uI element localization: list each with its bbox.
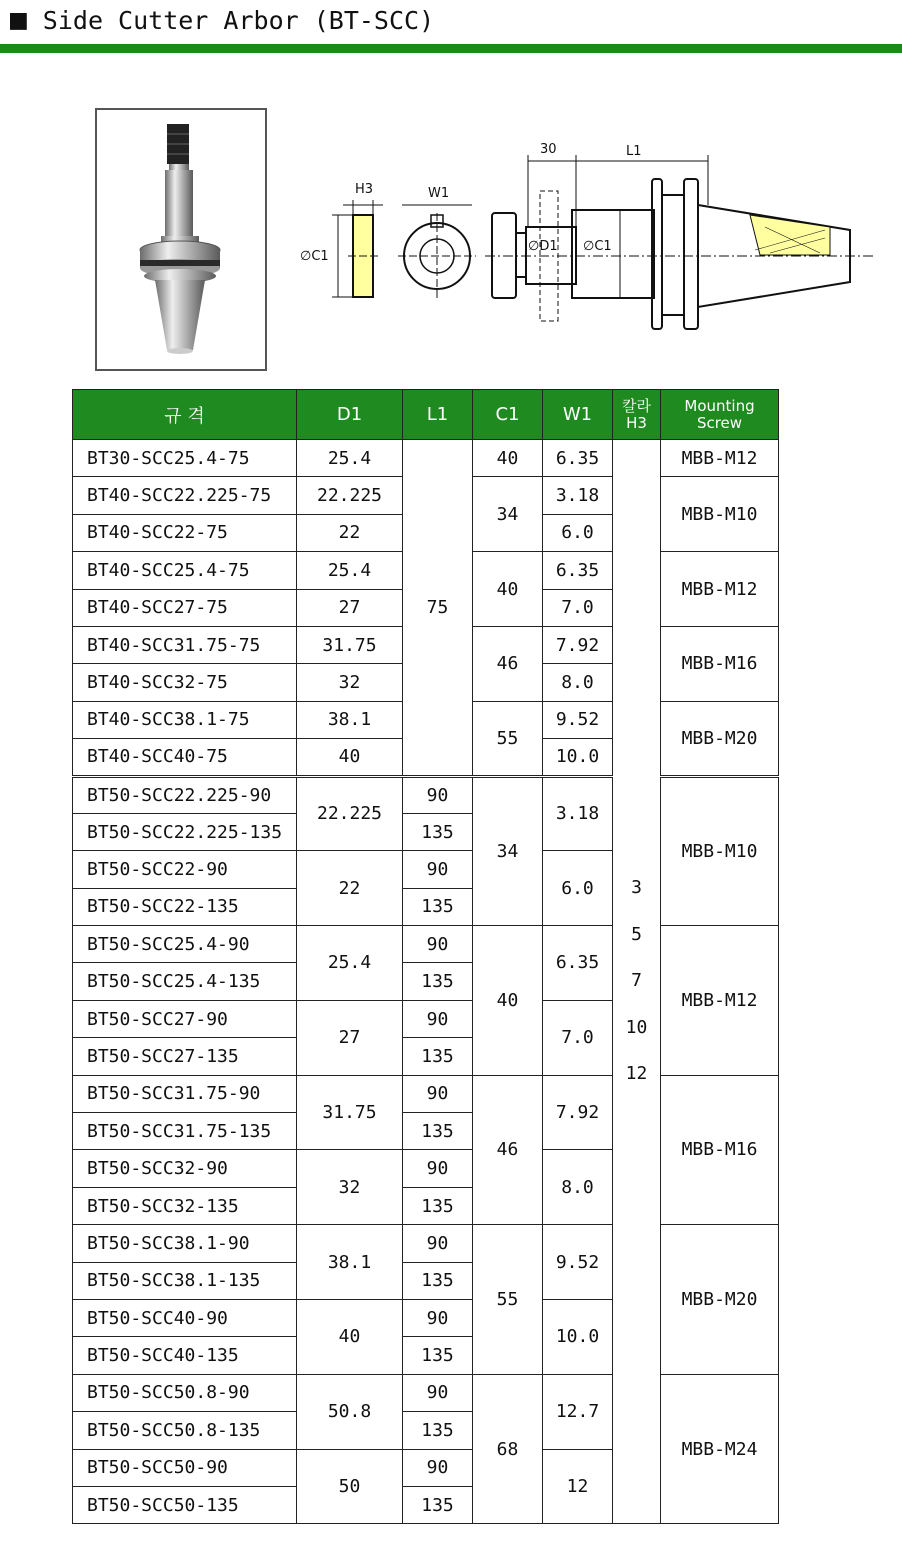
cell-model: BT50-SCC32-135 <box>73 1187 297 1224</box>
cell-screw: MBB-M16 <box>661 626 779 701</box>
cell-l1: 90 <box>403 1075 473 1112</box>
cell-screw: MBB-M10 <box>661 776 779 926</box>
technical-drawing <box>290 135 880 345</box>
collar-side-view <box>300 182 383 297</box>
cell-d1: 38.1 <box>297 701 403 738</box>
cell-d1: 25.4 <box>297 552 403 589</box>
cell-model: BT40-SCC22-75 <box>73 514 297 551</box>
cell-model: BT40-SCC38.1-75 <box>73 701 297 738</box>
cell-screw: MBB-M24 <box>661 1374 779 1524</box>
arbor-side-view <box>485 142 875 329</box>
cell-l1: 90 <box>403 926 473 963</box>
header-c1: C1 <box>473 390 543 440</box>
cell-w1: 9.52 <box>543 701 613 738</box>
header-l1: L1 <box>403 390 473 440</box>
cell-w1: 8.0 <box>543 1150 613 1225</box>
table-row <box>73 1075 779 1112</box>
cell-model: BT50-SCC25.4-135 <box>73 963 297 1000</box>
cell-model: BT50-SCC38.1-135 <box>73 1262 297 1299</box>
cell-screw: MBB-M16 <box>661 1075 779 1225</box>
header-mounting-screw <box>661 390 779 440</box>
cell-w1: 6.35 <box>543 552 613 589</box>
cell-c1: 40 <box>473 552 543 627</box>
cell-l1: 90 <box>403 1299 473 1336</box>
title-underline-bar <box>0 44 902 53</box>
cell-w1: 10.0 <box>543 739 613 776</box>
cell-model: BT50-SCC32-90 <box>73 1150 297 1187</box>
cell-model: BT50-SCC22.225-135 <box>73 813 297 850</box>
cell-c1: 34 <box>473 477 543 552</box>
cell-model: BT50-SCC27-135 <box>73 1038 297 1075</box>
cell-screw: MBB-M12 <box>661 440 779 477</box>
label-l1: L1 <box>626 144 642 159</box>
cell-w1: 6.35 <box>543 926 613 1001</box>
cell-w1: 7.92 <box>543 1075 613 1150</box>
cell-model: BT50-SCC40-135 <box>73 1337 297 1374</box>
cell-screw: MBB-M12 <box>661 552 779 627</box>
table-row <box>73 776 779 813</box>
header-screw-bottom: Screw <box>696 413 743 432</box>
header-h3 <box>613 390 661 440</box>
cell-d1: 25.4 <box>297 440 403 477</box>
cell-d1: 32 <box>297 1150 403 1225</box>
header-screw-top: Mounting <box>684 396 755 415</box>
cell-l1: 90 <box>403 776 473 813</box>
table-row <box>73 1225 779 1262</box>
cell-d1: 22 <box>297 514 403 551</box>
cell-model: BT50-SCC31.75-90 <box>73 1075 297 1112</box>
table-row <box>73 440 779 477</box>
cell-w1: 8.0 <box>543 664 613 701</box>
cell-model: BT40-SCC40-75 <box>73 739 297 776</box>
cell-screw: MBB-M12 <box>661 926 779 1076</box>
cell-d1: 31.75 <box>297 1075 403 1150</box>
cell-d1: 22.225 <box>297 776 403 851</box>
label-c1-left: ∅C1 <box>300 249 329 264</box>
cell-l1: 135 <box>403 888 473 925</box>
collar-front-view <box>398 186 476 299</box>
cell-model: BT50-SCC22.225-90 <box>73 776 297 813</box>
cell-l1: 135 <box>403 963 473 1000</box>
cell-l1: 135 <box>403 1262 473 1299</box>
cell-model: BT50-SCC50-135 <box>73 1486 297 1523</box>
arbor-photo-illustration <box>97 110 265 369</box>
cell-c1: 40 <box>473 926 543 1076</box>
cell-w1: 6.0 <box>543 514 613 551</box>
cell-model: BT50-SCC50.8-135 <box>73 1412 297 1449</box>
cell-l1: 90 <box>403 1225 473 1262</box>
cell-w1: 7.0 <box>543 1000 613 1075</box>
h3-value: 3 <box>631 877 642 899</box>
cell-l1: 90 <box>403 1449 473 1486</box>
h3-value: 7 <box>631 970 642 992</box>
header-h3-top: 칼라 <box>622 396 651 415</box>
cell-d1: 22 <box>297 851 403 926</box>
product-photo <box>95 108 267 371</box>
cell-l1: 90 <box>403 851 473 888</box>
label-h3: H3 <box>355 182 374 197</box>
label-d1: ∅D1 <box>528 239 558 254</box>
label-w1: W1 <box>428 186 450 201</box>
page-title <box>8 2 434 38</box>
cell-screw: MBB-M20 <box>661 701 779 776</box>
cell-d1: 50 <box>297 1449 403 1524</box>
cell-w1: 10.0 <box>543 1299 613 1374</box>
cell-d1: 27 <box>297 589 403 626</box>
cell-model: BT30-SCC25.4-75 <box>73 440 297 477</box>
cell-w1: 7.92 <box>543 626 613 663</box>
header-w1: W1 <box>543 390 613 440</box>
cell-l1: 90 <box>403 1150 473 1187</box>
label-dim-30: 30 <box>540 142 557 157</box>
cell-model: BT50-SCC38.1-90 <box>73 1225 297 1262</box>
cell-c1: 55 <box>473 701 543 776</box>
cell-model: BT40-SCC32-75 <box>73 664 297 701</box>
cell-c1: 46 <box>473 1075 543 1225</box>
table-row <box>73 926 779 963</box>
cell-d1: 31.75 <box>297 626 403 663</box>
title-square-marker: ■ <box>8 7 29 33</box>
cell-w1: 3.18 <box>543 776 613 851</box>
cell-d1: 40 <box>297 1299 403 1374</box>
cell-l1: 135 <box>403 1187 473 1224</box>
cell-model: BT50-SCC50-90 <box>73 1449 297 1486</box>
cell-c1: 68 <box>473 1374 543 1524</box>
cell-model: BT50-SCC22-135 <box>73 888 297 925</box>
cell-w1: 12 <box>543 1449 613 1524</box>
cell-c1: 46 <box>473 626 543 701</box>
header-spec: 규 격 <box>73 390 297 440</box>
cell-l1: 90 <box>403 1000 473 1037</box>
cell-model: BT50-SCC31.75-135 <box>73 1113 297 1150</box>
cell-model: BT50-SCC40-90 <box>73 1299 297 1336</box>
cell-model: BT40-SCC25.4-75 <box>73 552 297 589</box>
cell-l1: 135 <box>403 1486 473 1523</box>
h3-value: 5 <box>631 923 642 945</box>
h3-value: 10 <box>625 1016 648 1038</box>
cell-l1: 135 <box>403 813 473 850</box>
table-header-row <box>73 390 779 440</box>
cell-l1: 135 <box>403 1337 473 1374</box>
spec-table <box>72 389 779 1524</box>
cell-d1: 32 <box>297 664 403 701</box>
cell-model: BT40-SCC22.225-75 <box>73 477 297 514</box>
cell-l1: 135 <box>403 1113 473 1150</box>
cell-l1: 135 <box>403 1038 473 1075</box>
header-d1: D1 <box>297 390 403 440</box>
cell-model: BT50-SCC27-90 <box>73 1000 297 1037</box>
cell-h3-merged <box>613 440 661 1524</box>
label-c1-right: ∅C1 <box>583 239 612 254</box>
cell-d1: 50.8 <box>297 1374 403 1449</box>
cell-w1: 6.35 <box>543 440 613 477</box>
h3-value: 12 <box>625 1063 648 1085</box>
cell-l1: 90 <box>403 1374 473 1411</box>
table-row <box>73 1374 779 1411</box>
cell-d1: 40 <box>297 739 403 776</box>
cell-w1: 9.52 <box>543 1225 613 1300</box>
cell-screw: MBB-M20 <box>661 1225 779 1375</box>
header-h3-bottom: H3 <box>626 413 647 432</box>
cell-l1-merged: 75 <box>403 440 473 777</box>
cell-model: BT50-SCC25.4-90 <box>73 926 297 963</box>
cell-model: BT40-SCC31.75-75 <box>73 626 297 663</box>
cell-l1: 135 <box>403 1412 473 1449</box>
cell-w1: 6.0 <box>543 851 613 926</box>
cell-c1: 40 <box>473 440 543 477</box>
cell-w1: 12.7 <box>543 1374 613 1449</box>
cell-c1: 55 <box>473 1225 543 1375</box>
cell-d1: 22.225 <box>297 477 403 514</box>
title-text: Side Cutter Arbor (BT-SCC) <box>42 5 435 35</box>
cell-model: BT50-SCC22-90 <box>73 851 297 888</box>
cell-d1: 25.4 <box>297 926 403 1001</box>
cell-d1: 27 <box>297 1000 403 1075</box>
cell-w1: 7.0 <box>543 589 613 626</box>
cell-w1: 3.18 <box>543 477 613 514</box>
cell-model: BT50-SCC50.8-90 <box>73 1374 297 1411</box>
cell-screw: MBB-M10 <box>661 477 779 552</box>
cell-d1: 38.1 <box>297 1225 403 1300</box>
cell-model: BT40-SCC27-75 <box>73 589 297 626</box>
cell-c1: 34 <box>473 776 543 926</box>
